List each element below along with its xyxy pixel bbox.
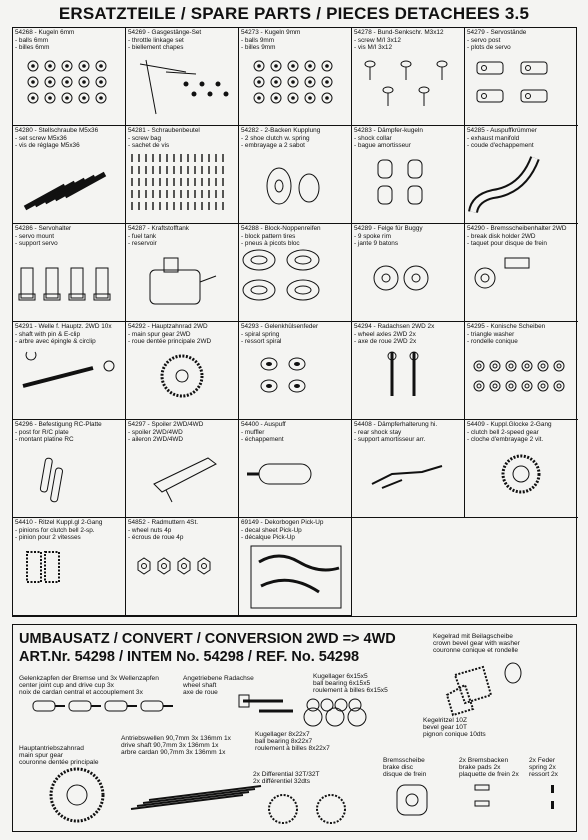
- conversion-title: UMBAUSATZ / CONVERT / CONVERSION 2WD => 4WD: [19, 631, 396, 647]
- part-number: 54285: [467, 127, 485, 134]
- part-number: 54288: [241, 225, 259, 232]
- part-name-en: - wheel axles 2WD 2x: [354, 330, 416, 338]
- conversion-label-bearing6: [313, 673, 388, 695]
- part-caption: [126, 518, 238, 542]
- part-name-fr: - pinion pour 2 vitesses: [15, 534, 81, 542]
- balls-icon: [239, 52, 352, 124]
- part-name-en: - servo mount: [15, 232, 55, 240]
- conversion-label-brakedisc: [383, 757, 426, 779]
- part-title-line: 54287 - Kraftstofftank: [128, 225, 190, 232]
- fuel-tank-icon: [126, 248, 239, 320]
- part-caption: [126, 126, 238, 150]
- part-cell-54293: [239, 322, 352, 420]
- conversion-label-line: wheel shaft: [183, 682, 217, 690]
- part-name-fr: - aileron 2WD/4WD: [128, 436, 184, 444]
- part-number: 54292: [128, 323, 146, 330]
- part-number: 54410: [15, 519, 33, 526]
- clutch-icon: [239, 150, 352, 222]
- conversion-label-line: brake disc: [383, 764, 414, 772]
- pinion-icon: [13, 542, 126, 614]
- part-cell-54288: [239, 224, 352, 322]
- part-cell-54410: [13, 518, 126, 616]
- part-cell-54287: [126, 224, 239, 322]
- conversion-label-bevel10: [423, 717, 486, 739]
- part-number: 54280: [15, 127, 33, 134]
- part-title-line: 54291 - Welle f. Hauptz. 2WD 10x: [15, 323, 112, 330]
- part-name-de: Stellschraube M5x36: [38, 127, 99, 134]
- conversion-label-line: ball bearing 6x15x5: [313, 680, 371, 688]
- part-name-fr: - vis de réglage M5x36: [15, 142, 80, 150]
- part-name-en: - fuel tank: [128, 232, 157, 240]
- part-caption: [352, 420, 464, 444]
- part-name-de: Block-Noppenreifen: [264, 225, 321, 232]
- part-cell-54269: [126, 28, 239, 126]
- part-name-en: - clutch bell 2-speed gear: [467, 428, 539, 436]
- conversion-label-line: Kugellager 6x15x5: [313, 673, 368, 680]
- part-title-line: 54297 - Spoiler 2WD/4WD: [128, 421, 204, 428]
- part-name-de: Dekorbogen Pick-Up: [264, 519, 324, 526]
- part-name-fr: - cloche d'embrayage 2 vit.: [467, 436, 544, 444]
- part-number: 54291: [15, 323, 33, 330]
- conversion-label-crown: [433, 633, 520, 655]
- conversion-label-line: Kugellager 8x22x7: [255, 731, 310, 738]
- part-cell-54280: [13, 126, 126, 224]
- part-caption: [465, 126, 578, 150]
- part-name-fr: - support servo: [15, 240, 58, 248]
- part-cell-54273: [239, 28, 352, 126]
- part-title-line: 54289 - Felge für Buggy: [354, 225, 423, 232]
- part-name-en: - block pattern tires: [241, 232, 296, 240]
- conversion-kit-panel: [12, 624, 577, 832]
- part-name-en: - main spur gear 2WD: [128, 330, 191, 338]
- conversion-label-bearing8: [255, 731, 330, 753]
- part-name-fr: - sachet de vis: [128, 142, 170, 150]
- conversion-label-line: roulement à billes 6x15x5: [313, 687, 388, 695]
- part-title-line: 69149 - Dekorbogen Pick-Up: [241, 519, 324, 526]
- screw-bag-icon: [126, 150, 239, 222]
- conversion-label-line: pignon conique 10dts: [423, 731, 486, 739]
- part-name-fr: - billes 6mm: [15, 44, 50, 52]
- part-name-fr: - ressort spiral: [241, 338, 282, 346]
- part-name-en: - wheel nuts 4p: [128, 526, 172, 534]
- part-title-line: 54410 - Ritzel Kuppl.gl 2-Gang: [15, 519, 103, 526]
- part-caption: [352, 28, 464, 52]
- part-name-de: Auspuffkrümmer: [490, 127, 537, 134]
- shock-collar-icon: [352, 150, 465, 222]
- conversion-label-line: couronne dentée principale: [19, 759, 99, 767]
- part-name-en: - 9 spoke rim: [354, 232, 391, 240]
- part-name-de: Kuppl.Glocke 2-Gang: [490, 421, 552, 428]
- part-number: 54273: [241, 29, 259, 36]
- part-title-line: 54852 - Radmuttern 4St.: [128, 519, 199, 526]
- part-name-fr: - pneus à picots bloc: [241, 240, 300, 248]
- set-screw-icon: [13, 150, 126, 222]
- part-title-line: 54295 - Konische Scheiben: [467, 323, 546, 330]
- part-name-en: - 2 shoe clutch w. spring: [241, 134, 310, 142]
- part-title-line: 54290 - Bremsscheibenhalter 2WD: [467, 225, 567, 232]
- part-name-en: - break disk holder 2WD: [467, 232, 536, 240]
- empty-cell: [352, 518, 465, 616]
- conversion-label-spring2: [529, 757, 558, 779]
- part-cell-54285: [465, 126, 578, 224]
- part-cell-69149: [239, 518, 352, 616]
- part-title-line: 54285 - Auspuffkrümmer: [467, 127, 537, 134]
- part-number: 54268: [15, 29, 33, 36]
- conversion-label-brakepads: [459, 757, 519, 779]
- decal-sheet-icon: [239, 542, 352, 614]
- part-cell-54283: [352, 126, 465, 224]
- part-cell-54852: [126, 518, 239, 616]
- part-caption: [352, 322, 464, 346]
- conversion-label-mainspur: [19, 745, 99, 767]
- part-name-fr: - montant platine RC: [15, 436, 74, 444]
- balls-icon: [13, 52, 126, 124]
- part-name-fr: - arbre avec épingle & circlip: [15, 338, 96, 346]
- servo-post-icon: [465, 52, 578, 124]
- conversion-label-wheelshaft: [183, 675, 254, 697]
- spoiler-icon: [126, 444, 239, 516]
- part-title-line: 54281 - Schraubenbeutel: [128, 127, 200, 134]
- part-name-en: - screw M/I 3x12: [354, 36, 401, 44]
- part-caption: [239, 322, 351, 346]
- wheel-nuts-icon: [126, 542, 239, 614]
- part-name-fr: - coude d'echappement: [467, 142, 534, 150]
- clutch-bell-icon: [465, 444, 578, 516]
- page-title: ERSATZTEILE / SPARE PARTS / PIECES DETACHEES 3.5: [58, 4, 530, 23]
- part-caption: [13, 322, 125, 346]
- part-name-en: - servo post: [467, 36, 501, 44]
- part-cell-54290: [465, 224, 578, 322]
- part-name-de: Bund-Senkschr. M3x12: [377, 29, 444, 36]
- part-name-fr: - jante 9 batons: [354, 240, 399, 248]
- conversion-label-line: Kegelrad mit Beilagscheibe: [433, 633, 513, 640]
- part-number: 54408: [354, 421, 372, 428]
- part-title-line: 54288 - Block-Noppenreifen: [241, 225, 321, 232]
- part-caption: [13, 518, 125, 542]
- conversion-label-line: 2x Differential 32T/32T: [253, 771, 320, 778]
- part-name-fr: - écrous de roue 4p: [128, 534, 184, 542]
- part-caption: [239, 518, 351, 542]
- part-number: 54400: [241, 421, 259, 428]
- conversion-label-line: noix de cardan central et accouplement 3x: [19, 689, 143, 697]
- part-caption: [126, 224, 238, 248]
- conversion-label-line: 2x Feder: [529, 757, 556, 764]
- part-title-line: 54273 - Kugeln 9mm: [241, 29, 301, 36]
- part-title-line: 54283 - Dämpfer-kugeln: [354, 127, 423, 134]
- part-number: 54296: [15, 421, 33, 428]
- part-name-en: - pinions for clutch bell 2-sp.: [15, 526, 95, 534]
- part-caption: [239, 224, 351, 248]
- part-caption: [465, 224, 578, 248]
- part-number: 54269: [128, 29, 146, 36]
- conversion-label-line: main spur gear: [19, 752, 63, 760]
- post-icon: [13, 444, 126, 516]
- conversion-label-line: Angetriebene Radachse: [183, 675, 254, 682]
- spring-icon: [239, 346, 352, 418]
- part-cell-54282: [239, 126, 352, 224]
- part-name-fr: - décalque Pick-Up: [241, 534, 295, 542]
- part-cell-54279: [465, 28, 578, 126]
- conversion-label-line: ressort 2x: [529, 771, 558, 779]
- part-caption: [13, 420, 125, 444]
- conversion-label-cardan: [19, 675, 159, 697]
- shaft-icon: [13, 346, 126, 418]
- part-name-en: - spoiler 2WD/4WD: [128, 428, 183, 436]
- part-cell-54408: [352, 420, 465, 518]
- conversion-label-line: Gelenkzapfen der Bremse und 3x Wellenzapfen: [19, 675, 159, 682]
- part-name-fr: - billes 9mm: [241, 44, 276, 52]
- conversion-label-line: arbre cardan 90,7mm 3x 136mm 1x: [121, 749, 226, 757]
- part-number: 54282: [241, 127, 259, 134]
- manifold-icon: [465, 150, 578, 222]
- part-name-de: Gelenkhülsenfeder: [264, 323, 319, 330]
- part-name-fr: - rondelle conique: [467, 338, 518, 346]
- part-name-fr: - roue dentée principale 2WD: [128, 338, 212, 346]
- part-cell-54278: [352, 28, 465, 126]
- part-cell-54296: [13, 420, 126, 518]
- conversion-label-line: crown bevel gear with washer: [433, 640, 520, 648]
- part-name-fr: - support amortisseur arr.: [354, 436, 426, 444]
- tires-icon: [239, 248, 352, 320]
- part-name-en: - muffler: [241, 428, 265, 436]
- parts-grid: [12, 27, 577, 617]
- part-number: 54283: [354, 127, 372, 134]
- part-cell-54281: [126, 126, 239, 224]
- part-name-de: Servostände: [490, 29, 527, 36]
- part-title-line: 54282 - 2-Backen Kupplung: [241, 127, 321, 134]
- part-name-de: Ritzel Kuppl.gl 2-Gang: [38, 519, 103, 526]
- part-number: 54852: [128, 519, 146, 526]
- conversion-label-line: 2x différentiel 32dts: [253, 778, 311, 786]
- part-cell-54409: [465, 420, 578, 518]
- part-number: 54295: [467, 323, 485, 330]
- part-name-fr: - axe de roue 2WD 2x: [354, 338, 417, 346]
- part-caption: [13, 28, 125, 52]
- part-cell-54295: [465, 322, 578, 420]
- brake-holder-icon: [465, 248, 578, 320]
- empty-cell: [465, 518, 578, 616]
- part-caption: [465, 28, 578, 52]
- conversion-label-line: ball bearing 8x22x7: [255, 738, 313, 746]
- part-cell-54289: [352, 224, 465, 322]
- part-name-de: Konische Scheiben: [490, 323, 546, 330]
- part-name-en: - decal sheet Pick-Up: [241, 526, 302, 534]
- part-number: 54279: [467, 29, 485, 36]
- part-name-en: - balls 9mm: [241, 36, 275, 44]
- part-number: 54289: [354, 225, 372, 232]
- part-name-de: Kugeln 9mm: [264, 29, 301, 36]
- part-name-en: - screw bag: [128, 134, 162, 142]
- part-name-en: - balls 6mm: [15, 36, 49, 44]
- part-name-en: - exhaust manifold: [467, 134, 520, 142]
- part-number: 54286: [15, 225, 33, 232]
- part-cell-54292: [126, 322, 239, 420]
- servo-mount-icon: [13, 248, 126, 320]
- part-name-fr: - taquet pour disque de frein: [467, 240, 547, 248]
- part-name-en: - shaft with pin & E-clip: [15, 330, 80, 338]
- part-name-de: Welle f. Hauptz. 2WD 10x: [38, 323, 112, 330]
- part-number: 54290: [467, 225, 485, 232]
- rim-icon: [352, 248, 465, 320]
- conversion-label-line: Hauptantriebszahnrad: [19, 745, 84, 752]
- conversion-label-line: Bremsscheibe: [383, 757, 425, 764]
- part-number: 54294: [354, 323, 372, 330]
- part-name-de: Servohalter: [38, 225, 72, 232]
- part-name-en: - set screw M5x36: [15, 134, 67, 142]
- part-name-fr: - vis M/I 3x12: [354, 44, 392, 52]
- part-cell-54286: [13, 224, 126, 322]
- conversion-label-line: drive shaft 90,7mm 3x 136mm 1x: [121, 742, 219, 750]
- part-name-de: Schraubenbeutel: [151, 127, 200, 134]
- part-name-de: Radachsen 2WD 2x: [377, 323, 435, 330]
- part-title-line: 54280 - Stellschraube M5x36: [15, 127, 99, 134]
- conversion-label-line: center joint cup and drive cup 3x: [19, 682, 114, 690]
- part-title-line: 54294 - Radachsen 2WD 2x: [354, 323, 435, 330]
- part-name-de: Dämpferhalterung hi.: [377, 421, 438, 428]
- part-caption: [126, 420, 238, 444]
- part-number: 54278: [354, 29, 372, 36]
- conversion-label-line: couronne conique et rondelle: [433, 647, 519, 655]
- part-cell-54268: [13, 28, 126, 126]
- part-cell-54291: [13, 322, 126, 420]
- part-name-de: Radmuttern 4St.: [151, 519, 199, 526]
- part-name-de: Kugeln 6mm: [38, 29, 75, 36]
- conversion-label-line: spring 2x: [529, 764, 556, 772]
- part-title-line: 54286 - Servohalter: [15, 225, 72, 232]
- part-name-fr: - bague amortisseur: [354, 142, 411, 150]
- part-caption: [13, 126, 125, 150]
- part-number: 54409: [467, 421, 485, 428]
- part-caption: [465, 420, 578, 444]
- washer-icon: [465, 346, 578, 418]
- part-number: 54281: [128, 127, 146, 134]
- part-title-line: 54269 - Gasgestänge-Set: [128, 29, 202, 36]
- part-name-de: Hauptzahnrad 2WD: [151, 323, 208, 330]
- part-title-line: 54400 - Auspuff: [241, 421, 286, 428]
- part-name-en: - throttle linkage set: [128, 36, 184, 44]
- part-caption: [352, 224, 464, 248]
- spur-gear-icon: [126, 346, 239, 418]
- part-name-fr: - plots de servo: [467, 44, 511, 52]
- conversion-label-line: bevel gear 10T: [423, 724, 467, 732]
- part-name-fr: - reservoir: [128, 240, 157, 248]
- conversion-label-line: axe de roue: [183, 689, 218, 697]
- part-cell-54294: [352, 322, 465, 420]
- conversion-label-line: roulement à billes 8x22x7: [255, 745, 330, 753]
- part-number: 54297: [128, 421, 146, 428]
- conversion-art-number: ART.Nr. 54298 / INTEM No. 54298 / REF. No. 54298: [19, 649, 360, 665]
- part-title-line: 54293 - Gelenkhülsenfeder: [241, 323, 319, 330]
- part-title-line: 54292 - Hauptzahnrad 2WD: [128, 323, 208, 330]
- conversion-label-line: plaquette de frein 2x: [459, 771, 519, 779]
- part-title-line: 54268 - Kugeln 6mm: [15, 29, 75, 36]
- part-name-fr: - embrayage a 2 sabot: [241, 142, 305, 150]
- part-name-fr: - biellement chapes: [128, 44, 184, 52]
- part-name-en: - shock collar: [354, 134, 392, 142]
- part-name-de: Auspuff: [264, 421, 286, 428]
- conversion-label-line: Antriebswellen 90,7mm 3x 136mm 1x: [121, 735, 231, 742]
- part-name-de: Gasgestänge-Set: [151, 29, 202, 36]
- conversion-label-line: brake pads 2x: [459, 764, 501, 772]
- part-cell-54297: [126, 420, 239, 518]
- screws-icon: [352, 52, 465, 124]
- part-name-de: Felge für Buggy: [377, 225, 423, 232]
- part-title-line: 54278 - Bund-Senkschr. M3x12: [354, 29, 444, 36]
- part-name-de: Dämpfer-kugeln: [377, 127, 423, 134]
- part-name-en: - post for R/C plate: [15, 428, 69, 436]
- part-caption: [239, 126, 351, 150]
- linkage-icon: [126, 52, 239, 124]
- part-name-de: Befestigung RC-Platte: [38, 421, 102, 428]
- part-title-line: 54409 - Kuppl.Glocke 2-Gang: [467, 421, 552, 428]
- part-caption: [126, 28, 238, 52]
- conversion-label-driveshaft: [121, 735, 231, 757]
- part-name-fr: - échappement: [241, 436, 284, 444]
- part-name-en: - spiral spring: [241, 330, 280, 338]
- axle-icon: [352, 346, 465, 418]
- part-caption: [239, 28, 351, 52]
- part-name-de: Bremsscheibenhalter 2WD: [490, 225, 567, 232]
- part-name-en: - triangle washer: [467, 330, 515, 338]
- muffler-icon: [239, 444, 352, 516]
- part-title-line: 54296 - Befestigung RC-Platte: [15, 421, 102, 428]
- part-name-de: 2-Backen Kupplung: [264, 127, 321, 134]
- part-caption: [126, 322, 238, 346]
- part-caption: [465, 322, 578, 346]
- part-name-de: Spoiler 2WD/4WD: [151, 421, 204, 428]
- part-caption: [352, 126, 464, 150]
- part-number: 54287: [128, 225, 146, 232]
- part-name-en: - rear shock stay: [354, 428, 402, 436]
- part-number: 54293: [241, 323, 259, 330]
- conversion-label-line: disque de frein: [383, 771, 427, 779]
- shock-stay-icon: [352, 444, 465, 516]
- conversion-label-line: 2x Bremsbacken: [459, 757, 509, 764]
- part-cell-54400: [239, 420, 352, 518]
- conversion-label-diff: [253, 771, 320, 785]
- part-title-line: 54279 - Servostände: [467, 29, 527, 36]
- part-name-de: Kraftstofftank: [151, 225, 190, 232]
- conversion-label-line: Kegelritzel 10Z: [423, 717, 467, 724]
- part-title-line: 54408 - Dämpferhalterung hi.: [354, 421, 438, 428]
- part-caption: [13, 224, 125, 248]
- part-number: 69149: [241, 519, 259, 526]
- part-caption: [239, 420, 351, 444]
